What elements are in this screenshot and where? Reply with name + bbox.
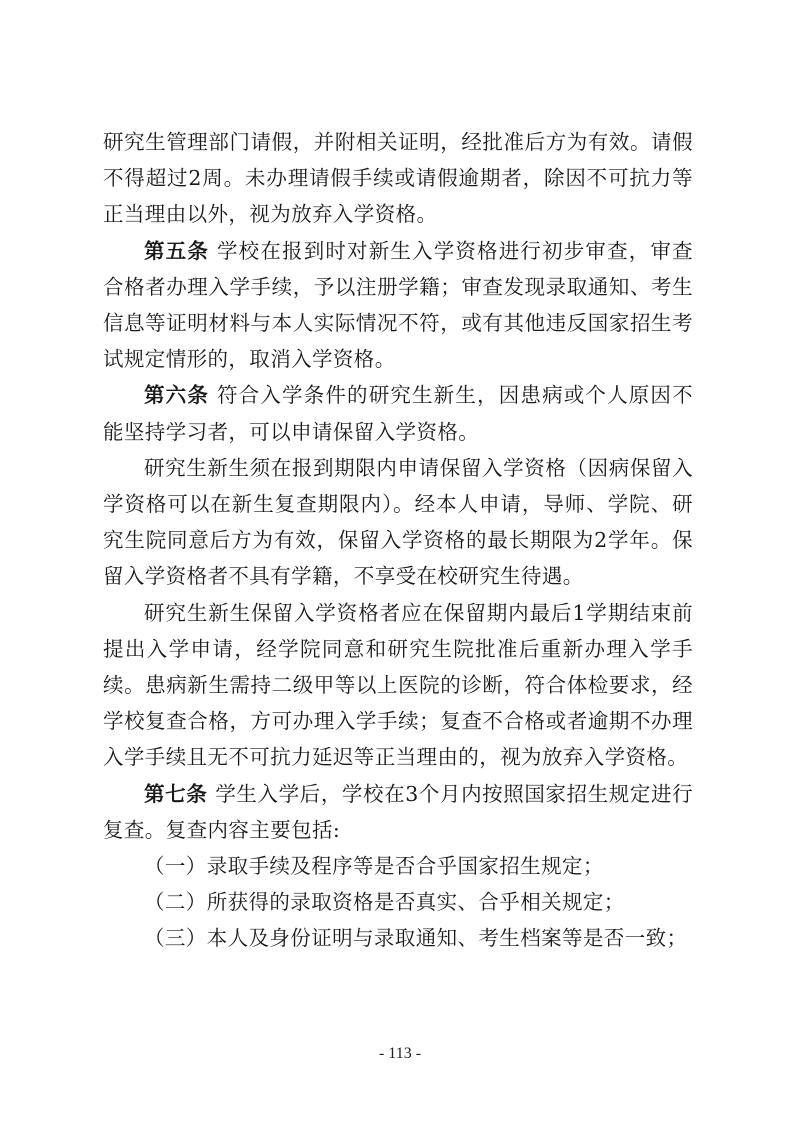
- article-6-text: 符合入学条件的研究生新生，因患病或个人原因不能坚持学习者，可以申请保留入学资格。: [103, 383, 693, 444]
- article-5-text: 学校在报到时对新生入学资格进行初步审查，审查合格者办理入学手续，予以注册学籍；审查发现录取通知、考生信息等证明材料与本人实际情况不符，或有其他违反国家招生考试规定情形的，取消入学资格。: [103, 238, 693, 372]
- article-7-label: 第七条: [144, 781, 208, 806]
- paragraph-continuation: 研究生管理部门请假，并附相关证明，经批准后方为有效。请假不得超过2周。未办理请假手续或请假逾期者，除因不可抗力等正当理由以外，视为放弃入学资格。: [103, 130, 693, 227]
- article-5-paragraph: [103, 233, 693, 378]
- article-7-text: 学生入学后，学校在3个月内按照国家招生规定进行复查。复查内容主要包括:: [103, 781, 693, 842]
- review-item-3: （三）本人及身份证明与录取通知、考生档案等是否一致；: [144, 926, 688, 951]
- review-item-1: （一）录取手续及程序等是否合乎国家招生规定；: [144, 854, 604, 879]
- body-text: [103, 124, 693, 957]
- re-enrollment-paragraph: 研究生新生保留入学资格者应在保留期内最后1学期结束前提出入学申请，经学院同意和研究生院批准后重新办理入学手续。患病新生需持二级甲等以上医院的诊断，符合体检要求，经学校复查合格，方可办理入学手续；复查不合格或者逾期不办理入学手续且无不可抗力延迟等正当理由的，视为放弃入学资格。: [103, 600, 693, 770]
- article-6-label: 第六条: [144, 383, 210, 408]
- reservation-application-paragraph: 研究生新生须在报到期限内申请保留入学资格（因病保留入学资格可以在新生复查期限内）。经本人申请，导师、学院、研究生院同意后方为有效，保留入学资格的最长期限为2学年。保留入学资格者不具有学籍，不享受在校研究生待遇。: [103, 455, 693, 589]
- article-6-paragraph: [103, 377, 693, 449]
- article-5-label: 第五条: [144, 238, 210, 263]
- page-number: - 113 -: [378, 1045, 422, 1062]
- article-7-paragraph: [103, 776, 693, 848]
- review-item-2: （二）所获得的录取资格是否真实、合乎相关规定；: [144, 890, 625, 915]
